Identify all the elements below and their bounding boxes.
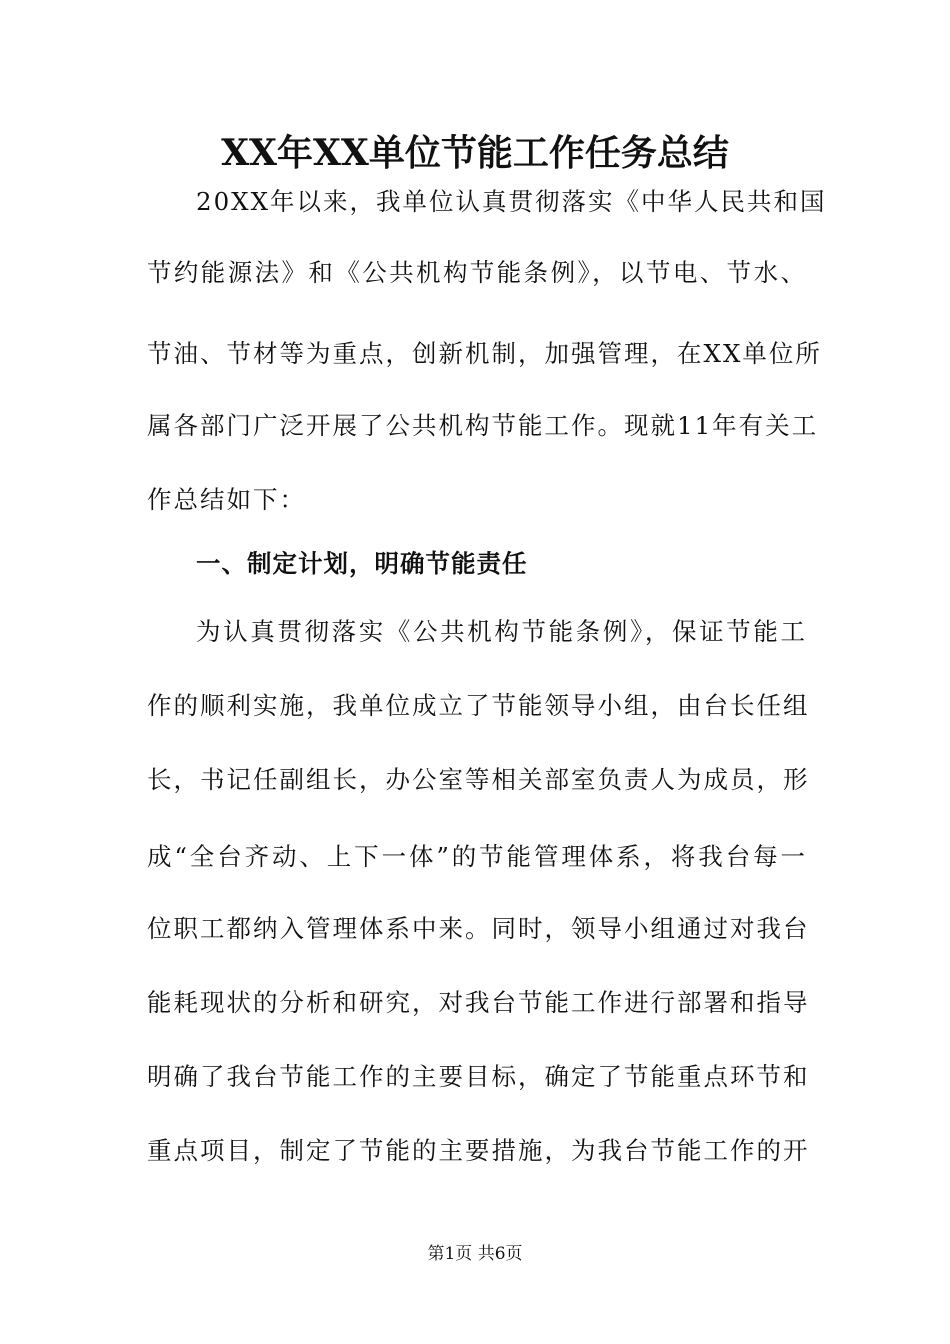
paragraph2-line-7: 明确了我台节能工作的主要目标，确定了节能重点环节和: [147, 1062, 810, 1091]
paragraph1-line-5: 作总结如下：: [147, 485, 306, 514]
paragraph1-line-2: 节约能源法》和《公共机构节能条例》，以节电、节水、: [147, 258, 807, 287]
paragraph2-line-8: 重点项目，制定了节能的主要措施，为我台节能工作的开: [147, 1136, 810, 1165]
paragraph2-line-1: 为认真贯彻落实《公共机构节能条例》，保证节能工: [196, 617, 807, 646]
paragraph2-line-4: 成“全台齐动、上下一体”的节能管理体系，将我台每一: [147, 842, 807, 871]
paragraph2-line-3: 长，书记任副组长，办公室等相关部室负责人为成员，形: [147, 765, 810, 794]
document-title: XX年XX单位节能工作任务总结: [221, 132, 729, 174]
page-footer: 第1页 共6页: [427, 1244, 523, 1264]
paragraph2-line-2: 作的顺利实施，我单位成立了节能领导小组，由台长任组: [147, 691, 810, 720]
paragraph1-line-1: 20XX年以来，我单位认真贯彻落实《中华人民共和国: [196, 187, 827, 216]
paragraph2-line-5: 位职工都纳入管理体系中来。同时，领导小组通过对我台: [147, 914, 810, 943]
section1-heading: 一、制定计划，明确节能责任: [196, 549, 528, 578]
paragraph1-line-4: 属各部门广泛开展了公共机构节能工作。现就11年有关工: [147, 411, 819, 440]
paragraph2-line-6: 能耗现状的分析和研究，对我台节能工作进行部署和指导: [147, 988, 810, 1017]
paragraph1-line-3: 节油、节材等为重点，创新机制，加强管理，在XX单位所: [147, 339, 822, 368]
